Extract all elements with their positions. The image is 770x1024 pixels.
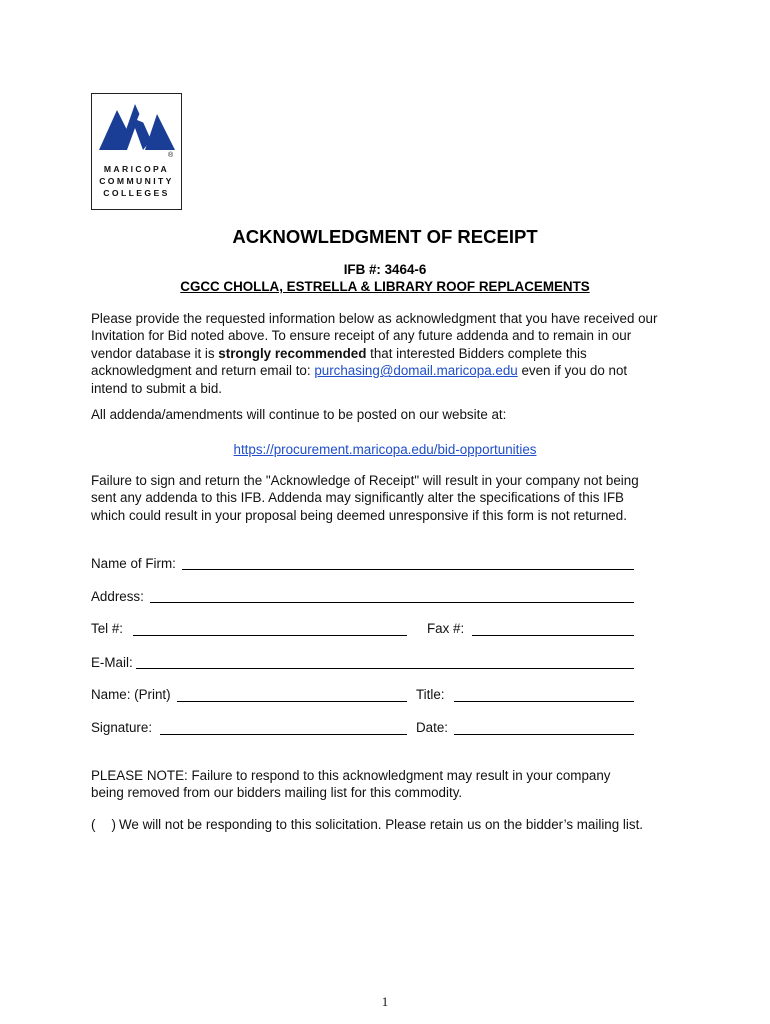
note-line1: PLEASE NOTE: Failure to respond to this acknowledgment may result in your company: [91, 768, 611, 783]
email-label: E-Mail:: [91, 655, 133, 670]
optout-checkbox[interactable]: [91, 817, 116, 832]
checkbox-close-paren: ): [111, 817, 116, 832]
signature-label: Signature:: [91, 720, 153, 735]
firm-name-label: Name of Firm:: [91, 556, 176, 571]
registered-mark: ®: [168, 152, 174, 159]
intro-line4-post: even if you do not: [517, 363, 628, 379]
address-label: Address:: [91, 589, 144, 604]
failure-line3: which could result in your proposal being deemed unresponsive if this form is not returned.: [91, 507, 627, 523]
intro-line4-pre: acknowledgment and return email to:: [91, 363, 315, 379]
failure-paragraph: [91, 472, 691, 524]
intro-line1: Please provide the requested information below as acknowledgment that you have received our: [91, 311, 658, 326]
maricopa-logo-icon: [97, 100, 177, 158]
optout-text: We will not be responding to this solicitation. Please retain us on the bidder’s mailing list.: [119, 817, 644, 832]
please-note-paragraph: [91, 767, 691, 802]
project-title: [0, 279, 770, 294]
intro-line2: Invitation for Bid noted above. To ensure receipt of any future addenda and to remain in our: [91, 328, 632, 344]
purchasing-email-link[interactable]: purchasing@domail.maricopa.edu: [314, 363, 518, 379]
note-line2: being removed from our bidders mailing list for this commodity.: [91, 785, 463, 801]
intro-line3-post: that interested Bidders complete this: [366, 345, 587, 361]
page-number: 1: [381, 994, 389, 1009]
website-link[interactable]: https://procurement.maricopa.edu/bid-opportunities: [233, 442, 537, 457]
website-line: [0, 442, 770, 457]
checkbox-open-paren: (: [91, 817, 96, 832]
fax-field[interactable]: [472, 635, 634, 636]
failure-line1: Failure to sign and return the "Acknowledge of Receipt" will result in your company not being: [91, 473, 639, 488]
fax-label: Fax #:: [427, 621, 465, 636]
strongly-recommended-text: strongly recommended: [218, 345, 367, 361]
intro-line3-pre: vendor database it is: [91, 345, 219, 361]
addenda-text: All addenda/amendments will continue to be posted on our website at:: [91, 407, 507, 422]
project-title-text: CGCC CHOLLA, ESTRELLA & LIBRARY ROOF REPLACEMENTS: [180, 279, 590, 294]
print-name-field[interactable]: [177, 701, 407, 702]
title-label: Title:: [416, 687, 445, 702]
email-field[interactable]: [136, 668, 634, 669]
date-field[interactable]: [454, 734, 634, 735]
logo-text-line2: COMMUNITY: [99, 176, 174, 186]
tel-field[interactable]: [133, 635, 407, 636]
address-field[interactable]: [150, 602, 634, 603]
logo-text-line3: COLLEGES: [103, 188, 170, 198]
title-field[interactable]: [454, 701, 634, 702]
firm-name-field[interactable]: [182, 569, 634, 570]
intro-line4: [91, 362, 691, 379]
ifb-number: IFB #: 3464-6: [343, 262, 427, 277]
intro-line3: [91, 345, 691, 362]
intro-paragraph: [91, 310, 691, 397]
date-label: Date:: [416, 720, 449, 735]
logo-text-line1: MARICOPA: [103, 164, 170, 174]
intro-line5: intend to submit a bid.: [91, 380, 223, 396]
print-name-label: Name: (Print): [91, 687, 171, 702]
signature-field[interactable]: [160, 734, 407, 735]
tel-label: Tel #:: [91, 621, 124, 636]
document-title: ACKNOWLEDGMENT OF RECEIPT: [232, 226, 538, 247]
failure-line2: sent any addenda to this IFB. Addenda may significantly alter the specifications of this IFB: [91, 490, 624, 506]
